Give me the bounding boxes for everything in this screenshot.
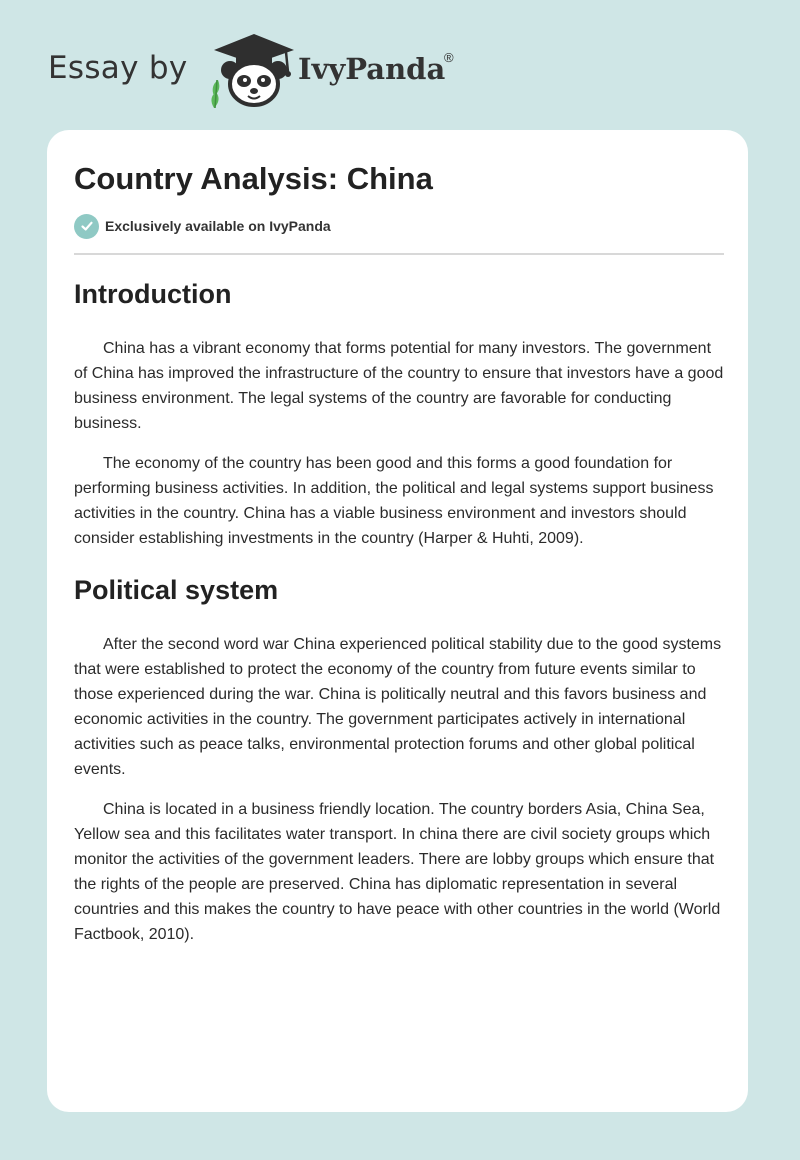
panda-graduation-cap-icon <box>202 28 302 108</box>
divider <box>74 253 724 255</box>
brand-header[interactable] <box>48 28 468 108</box>
exclusive-badge-text: Exclusively available on IvyPanda <box>105 218 331 235</box>
brand-prefix: Essay by <box>48 50 188 86</box>
registered-mark: ® <box>444 50 454 65</box>
paragraph: China is located in a business friendly location. The country borders Asia, China Sea, Yellow sea and this facilitates water transport. In china there are civil society groups which monitor the activities of the government leaders. There are lobby groups which ensure that the rights of the people are preserved. China has diplomatic representation in several countries and this makes the country to have peace with other countries in the world (World Factbook, 2010). <box>74 801 721 944</box>
check-circle-icon <box>74 214 99 239</box>
section-political-system <box>74 573 724 947</box>
paragraph: After the second word war China experienced political stability due to the good systems that were established to protect the economy of the country from future events similar to those experienced during the war. China is politically neutral and this favors business and economic activities in the country. The government participates actively in international activities such as peace talks, environmental protection forums and other global political events. <box>74 636 722 779</box>
exclusive-badge <box>74 213 724 239</box>
essay-card <box>47 130 748 1112</box>
paragraph: The economy of the country has been good and this forms a good foundation for performing business activities. In addition, the political and legal systems support business activities in the country. China has a viable business environment and investors should consider establishing investments in the country (Harper & Huhti, 2009). <box>74 455 714 548</box>
page-title: Country Analysis: China <box>74 161 433 196</box>
essay-content <box>74 160 724 947</box>
section-heading: Political system <box>74 575 279 606</box>
section-introduction <box>74 277 724 551</box>
paragraph: China has a vibrant economy that forms potential for many investors. The government of China has improved the infrastructure of the country to ensure that investors have a good business environment. The legal systems of the country are favorable for conducting business. <box>74 340 724 433</box>
brand-name: IvyPanda <box>298 52 446 86</box>
section-heading: Introduction <box>74 279 232 310</box>
